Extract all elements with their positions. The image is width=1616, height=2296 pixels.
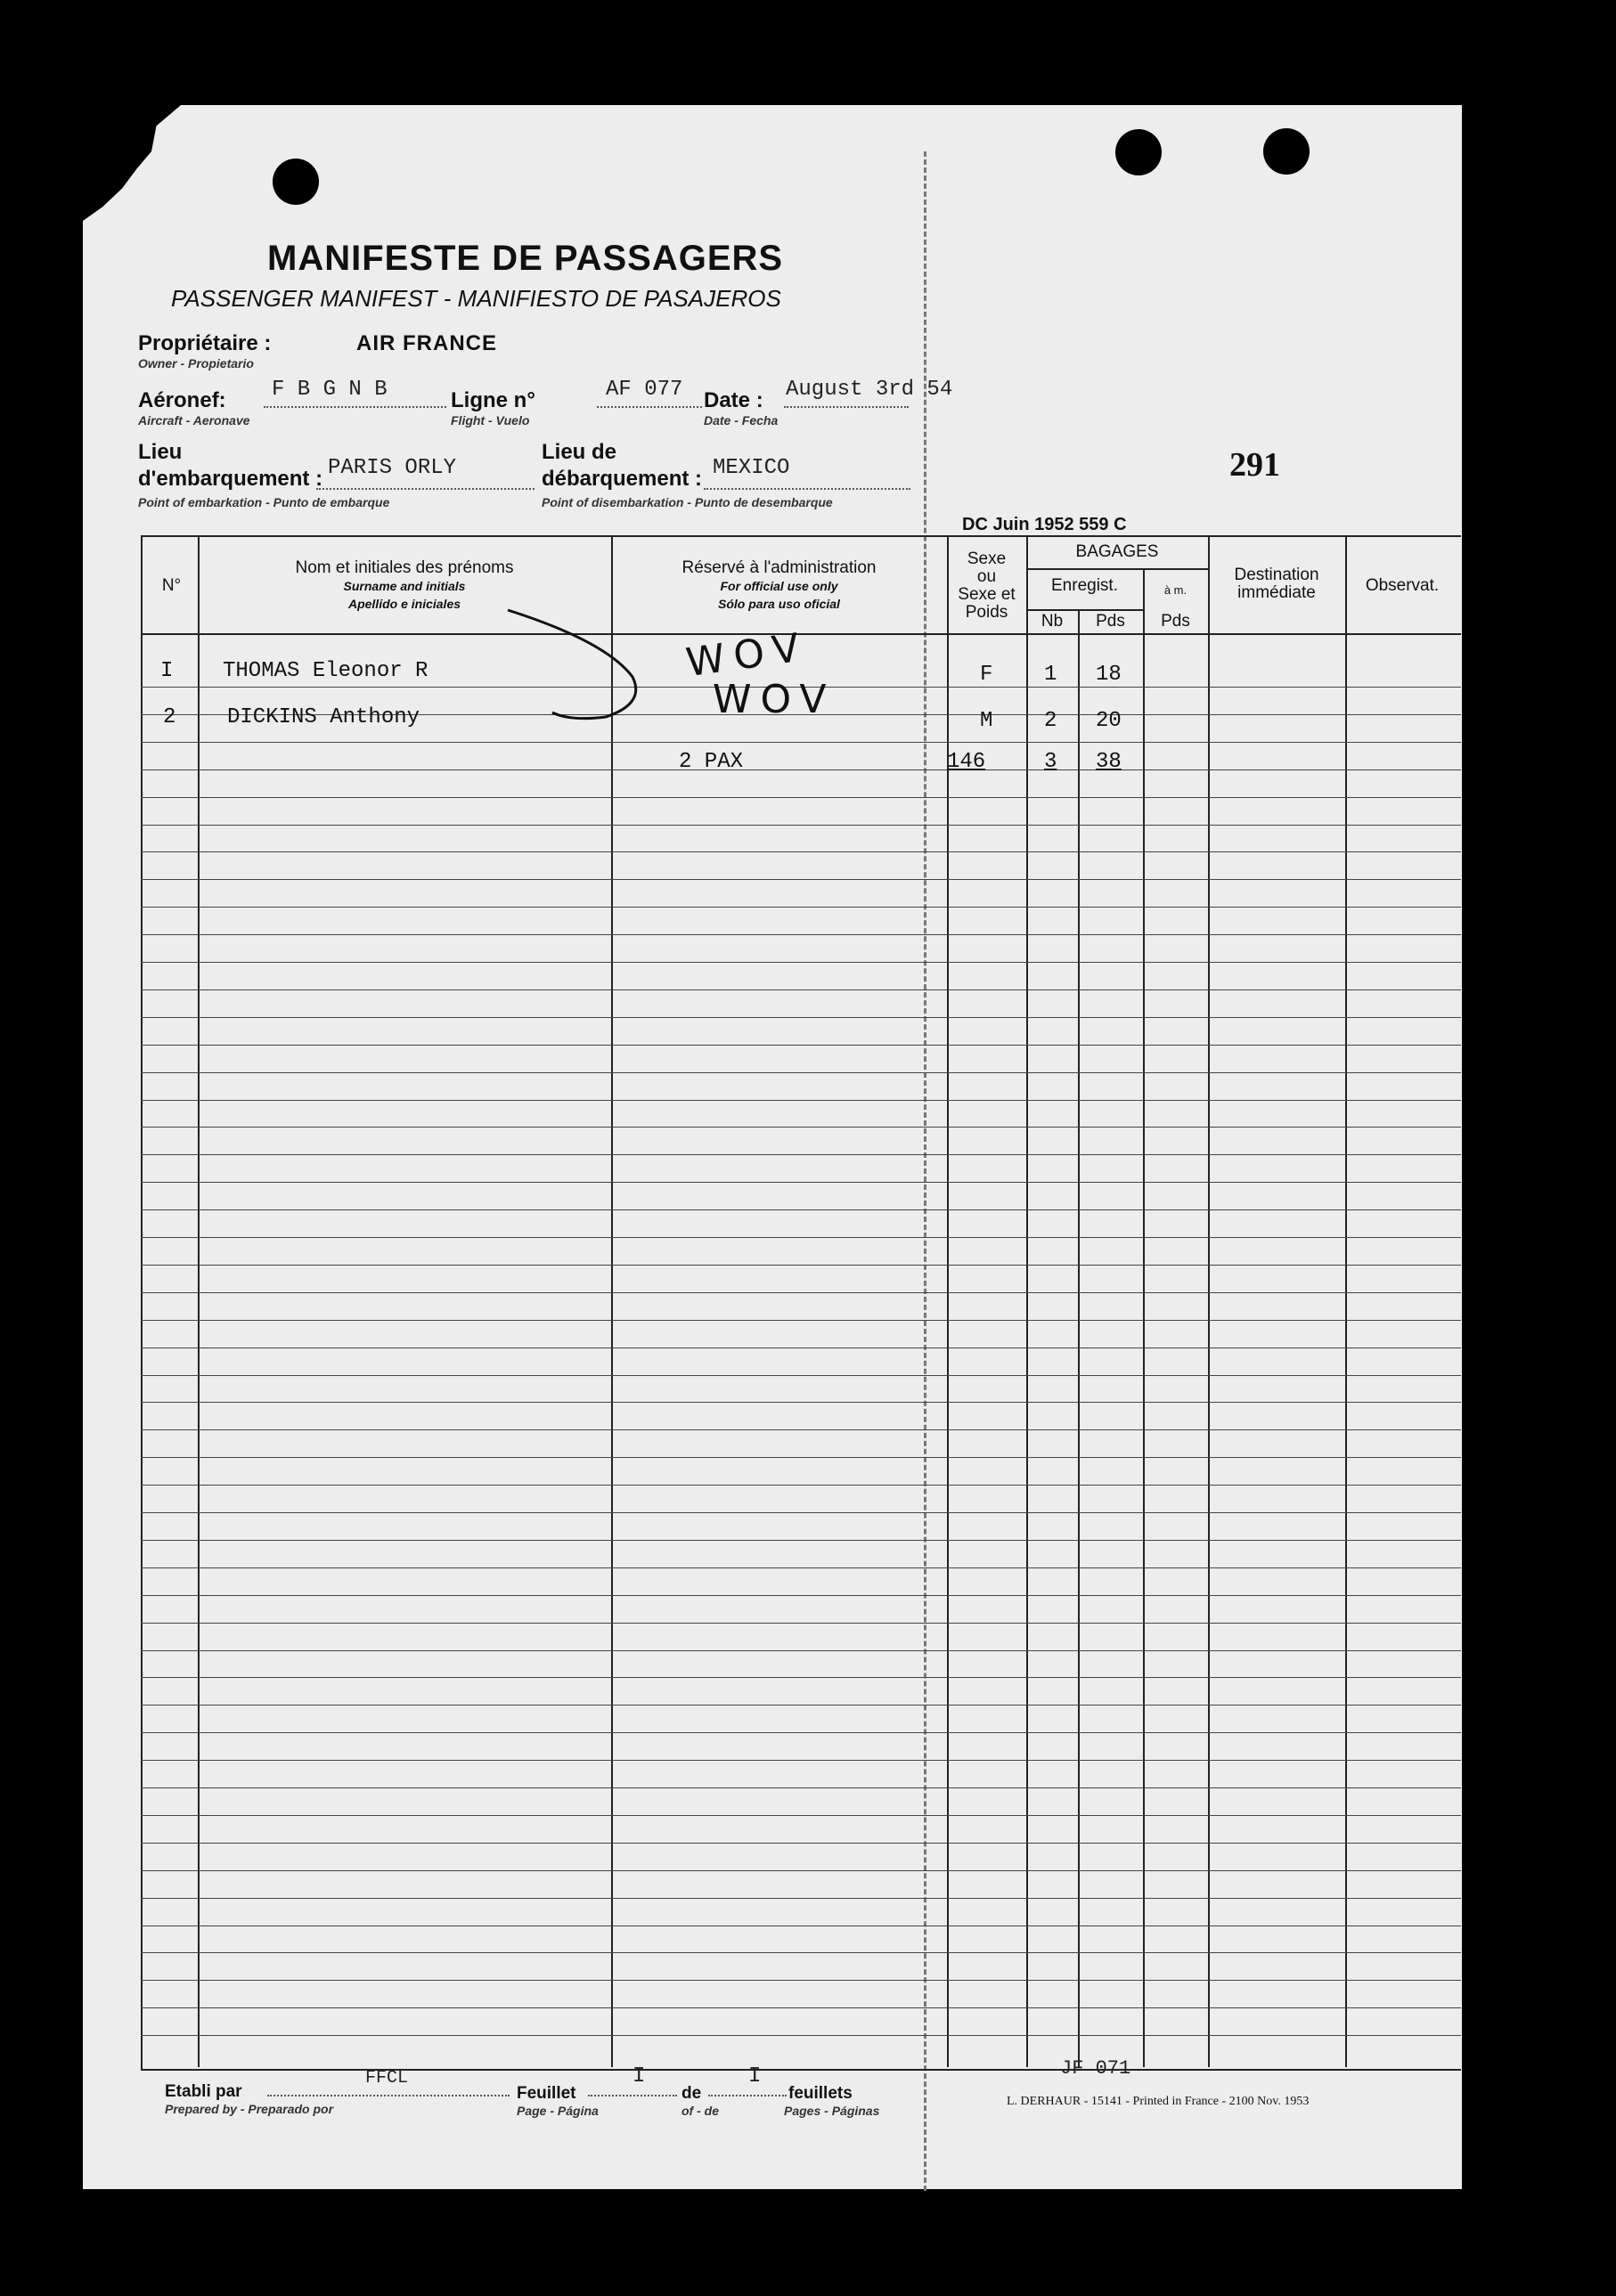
row-1-sex: F xyxy=(980,663,993,687)
embark-underline xyxy=(316,488,535,490)
header-admin-en: For official use only xyxy=(720,578,838,593)
page-title: MANIFESTE DE PASSAGERS xyxy=(267,239,784,278)
row-2-no: 2 xyxy=(163,705,176,729)
header-name-en: Surname and initials xyxy=(343,578,466,593)
table-row xyxy=(141,879,1461,880)
table-row xyxy=(141,1843,1461,1844)
table-row xyxy=(141,1127,1461,1128)
embark-value: PARIS ORLY xyxy=(328,456,457,480)
header-name-es: Apellido e iniciales xyxy=(347,596,461,611)
table-row xyxy=(141,934,1461,935)
table-row xyxy=(141,1512,1461,1513)
total-bag-weight: 38 xyxy=(1096,750,1122,774)
prepared-by-label: Etabli par xyxy=(165,2082,242,2101)
handwritten-initials-2: WOV xyxy=(713,677,836,722)
date-value: August 3rd 54 xyxy=(786,378,953,402)
prepared-by-sublabel: Prepared by - Preparado por xyxy=(165,2102,334,2116)
col-divider-main xyxy=(1208,535,1210,2067)
disembark-value: MEXICO xyxy=(713,456,790,480)
col-divider-nb xyxy=(1078,609,1080,2067)
table-row xyxy=(141,1045,1461,1046)
owner-label: Propriétaire : xyxy=(138,331,272,355)
prepared-by-value: FFCL xyxy=(365,2068,409,2088)
row-2-sex: M xyxy=(980,709,993,733)
table-row xyxy=(141,1072,1461,1073)
header-sex-3: Sexe et xyxy=(958,584,1016,604)
col-divider-no xyxy=(198,535,200,2067)
sheets-label: feuillets xyxy=(788,2084,853,2103)
table-row xyxy=(141,1402,1461,1403)
owner-sublabel: Owner - Propietario xyxy=(138,356,254,370)
of-value: I xyxy=(748,2064,762,2088)
handwritten-stroke xyxy=(499,588,659,730)
header-no: N° xyxy=(161,576,182,595)
header-admin-es: Sólo para uso oficial xyxy=(718,596,840,611)
table-row xyxy=(141,797,1461,798)
flight-value: AF 077 xyxy=(606,378,683,402)
sheet-value: I xyxy=(633,2064,646,2088)
punch-hole-middle xyxy=(1115,129,1162,175)
disembark-sublabel: Point of disembarkation - Punto de desembarque xyxy=(542,495,833,509)
table-row xyxy=(141,907,1461,908)
handwritten-initials-1: WOV xyxy=(683,623,812,687)
aircraft-label: Aéronef: xyxy=(138,388,226,412)
enregist-divider xyxy=(1026,609,1143,611)
table-row xyxy=(141,1320,1461,1321)
header-enregist: Enregist. xyxy=(1051,576,1118,595)
sheets-sublabel: Pages - Páginas xyxy=(784,2104,880,2118)
row-1-no: I xyxy=(160,659,174,683)
table-row xyxy=(141,1292,1461,1293)
disembark-label-2: débarquement : xyxy=(542,467,703,491)
header-sex xyxy=(947,550,1026,622)
table-row xyxy=(141,1595,1461,1596)
row-2-pds: 20 xyxy=(1096,709,1122,733)
table-row xyxy=(141,1870,1461,1871)
header-admin-fr: Réservé à l'administration xyxy=(681,558,877,577)
owner-value: AIR FRANCE xyxy=(356,331,497,355)
row-1-name: THOMAS Eleonor R xyxy=(223,659,428,683)
embark-label-2: d'embarquement : xyxy=(138,467,323,491)
aircraft-value: F B G N B xyxy=(272,378,388,402)
prepared-by-underline xyxy=(267,2095,510,2097)
table-row xyxy=(141,1623,1461,1624)
header-sex-2: ou xyxy=(976,566,997,586)
table-row xyxy=(141,825,1461,826)
punch-hole-right xyxy=(1263,128,1310,175)
disembark-label-1: Lieu de xyxy=(542,440,617,464)
header-nb: Nb xyxy=(1041,612,1064,631)
table-row xyxy=(141,1567,1461,1568)
header-bagages: BAGAGES xyxy=(1075,542,1159,561)
table-row xyxy=(141,1650,1461,1651)
table-row xyxy=(141,1898,1461,1899)
header-main-pds: Pds xyxy=(1161,612,1190,631)
row-1-pds: 18 xyxy=(1096,663,1122,687)
row-1-nb: 1 xyxy=(1044,663,1057,687)
flight-label: Ligne n° xyxy=(451,388,535,412)
header-destination-2: immédiate xyxy=(1237,582,1316,602)
table-row xyxy=(141,1375,1461,1376)
col-divider-dest xyxy=(1345,535,1347,2067)
header-sex-4: Poids xyxy=(965,602,1008,622)
of-sublabel: of - de xyxy=(681,2104,719,2118)
table-row xyxy=(141,769,1461,770)
table-row xyxy=(141,989,1461,990)
table-row xyxy=(141,742,1461,743)
of-underline xyxy=(708,2095,787,2097)
table-row xyxy=(141,1540,1461,1541)
table-row xyxy=(141,1705,1461,1706)
header-destination-1: Destination xyxy=(1234,566,1319,584)
table-row xyxy=(141,1154,1461,1155)
table-row xyxy=(141,1209,1461,1210)
bagages-divider xyxy=(1026,568,1208,570)
of-label: de xyxy=(681,2084,702,2103)
table-row xyxy=(141,2007,1461,2008)
flight-stamp: JF 071 xyxy=(1060,2057,1131,2080)
punch-hole-left xyxy=(273,159,319,205)
embark-label-1: Lieu xyxy=(138,440,183,464)
table-row xyxy=(141,1677,1461,1678)
total-weight: 146 xyxy=(947,750,986,774)
table-row xyxy=(141,1952,1461,1953)
sheet-sublabel: Page - Página xyxy=(517,2104,599,2118)
header-sex-1: Sexe xyxy=(967,550,1007,568)
table-row xyxy=(141,1017,1461,1018)
manifest-table xyxy=(141,535,1461,2071)
table-row xyxy=(141,1347,1461,1348)
table-row xyxy=(141,1815,1461,1816)
document-number: 291 xyxy=(1229,446,1280,484)
header-observations: Observat. xyxy=(1365,576,1440,595)
table-row xyxy=(141,1237,1461,1238)
table-row xyxy=(141,1265,1461,1266)
table-row xyxy=(141,1457,1461,1458)
header-main: à m. xyxy=(1163,583,1188,597)
table-row xyxy=(141,1182,1461,1183)
total-bag-count: 3 xyxy=(1044,750,1057,774)
row-2-nb: 2 xyxy=(1044,709,1057,733)
sheet-label: Feuillet xyxy=(517,2084,576,2103)
form-code: DC Juin 1952 559 C xyxy=(962,515,1127,534)
header-name-fr: Nom et initiales des prénoms xyxy=(295,558,514,577)
table-row xyxy=(141,2035,1461,2036)
aircraft-underline xyxy=(264,406,446,408)
row-2-name: DICKINS Anthony xyxy=(227,705,420,729)
table-row xyxy=(141,1429,1461,1430)
table-row xyxy=(141,1760,1461,1761)
header-pds: Pds xyxy=(1096,612,1125,631)
date-label: Date : xyxy=(704,388,763,412)
embark-sublabel: Point of embarkation - Punto de embarque xyxy=(138,495,390,509)
table-row xyxy=(141,1485,1461,1486)
page-subtitle: PASSENGER MANIFEST - MANIFIESTO DE PASAJEROS xyxy=(171,285,781,312)
flight-sublabel: Flight - Vuelo xyxy=(451,413,530,427)
flight-underline xyxy=(597,406,702,408)
table-row xyxy=(141,1980,1461,1981)
table-row xyxy=(141,851,1461,852)
table-row xyxy=(141,1100,1461,1101)
date-sublabel: Date - Fecha xyxy=(704,413,779,427)
col-divider-name xyxy=(611,535,613,2067)
printer-credit: L. DERHAUR - 15141 - Printed in France - 2100 Nov. 1953 xyxy=(1007,2095,1310,2108)
aircraft-sublabel: Aircraft - Aeronave xyxy=(138,413,250,427)
col-divider-sex xyxy=(1026,535,1028,2067)
table-row xyxy=(141,1732,1461,1733)
header-admin xyxy=(611,559,947,613)
sheet-underline xyxy=(588,2095,677,2097)
table-row xyxy=(141,1787,1461,1788)
date-underline xyxy=(784,406,909,408)
total-passengers: 2 PAX xyxy=(679,750,744,774)
disembark-underline xyxy=(704,488,910,490)
header-destination xyxy=(1208,566,1345,602)
table-row xyxy=(141,962,1461,963)
